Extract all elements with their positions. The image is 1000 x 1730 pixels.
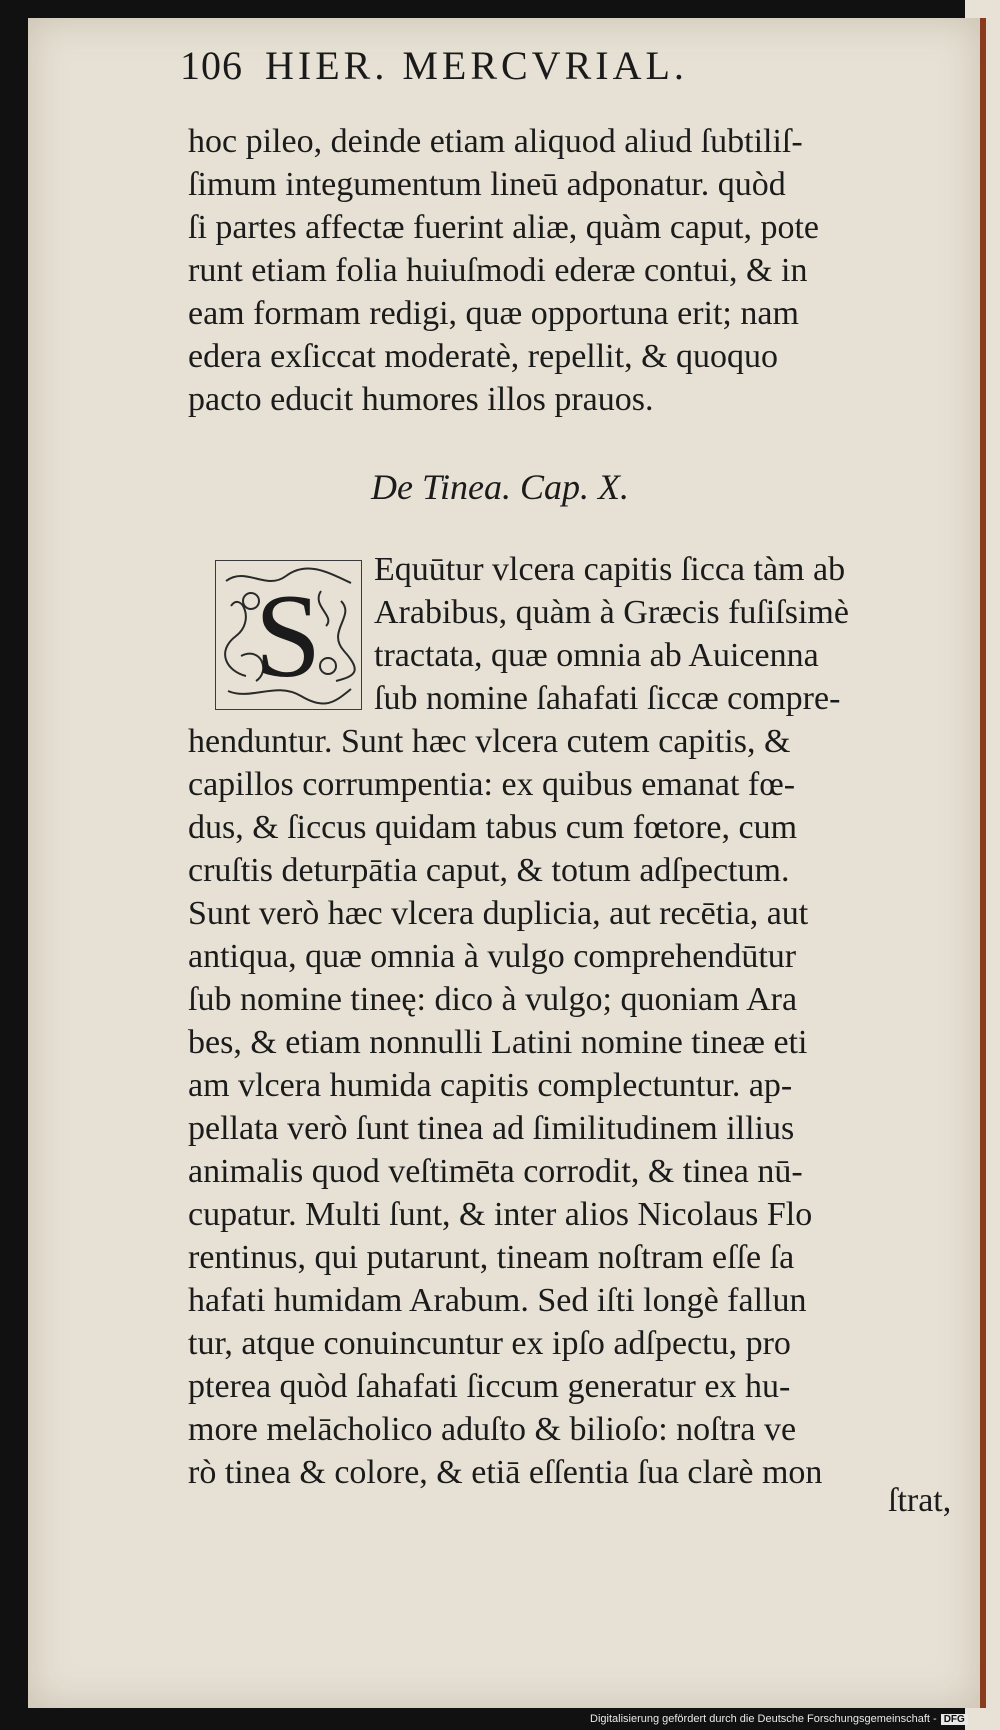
text-line: Equūtur vlcera capitis ſicca tàm ab bbox=[374, 551, 846, 588]
text-line: capillos corrumpentia: ex quibus emanat fœ- bbox=[188, 766, 796, 803]
text-line: am vlcera humida capitis complectuntur. ap- bbox=[188, 1067, 793, 1104]
text-line: runt etiam folia huiuſmodi ederæ contui, & in bbox=[188, 252, 808, 289]
text-line: dus, & ſiccus quidam tabus cum fœtore, cum bbox=[188, 809, 798, 846]
text-line: bes, & etiam nonnulli Latini nomine tineæ eti bbox=[188, 1024, 808, 1061]
text-line: Sunt verò hæc vlcera duplicia, aut recētia, aut bbox=[188, 895, 809, 932]
running-header bbox=[180, 42, 688, 89]
text-line: hoc pileo, deinde etiam aliquod aliud ſubtiliſ- bbox=[188, 123, 803, 160]
text-line: tur, atque conuincuntur ex ipſo adſpectu, pro bbox=[188, 1325, 791, 1362]
text-line: ſub nomine tineę: dico à vulgo; quoniam Ara bbox=[188, 981, 798, 1018]
drop-cap-letter: S bbox=[254, 569, 322, 702]
credit-text: Digitalisierung gefördert durch die Deutsche Forschungsgemeinschaft - bbox=[590, 1713, 937, 1725]
text-line: Arabibus, quàm à Græcis fuſiſsimè bbox=[374, 594, 849, 631]
text-line: pellata verò ſunt tinea ad ſimilitudinem illius bbox=[188, 1110, 795, 1147]
text-line: hafati humidam Arabum. Sed iſti longè fallun bbox=[188, 1282, 807, 1319]
text-line: edera exſiccat moderatè, repellit, & quoquo bbox=[188, 338, 779, 375]
text-line: ſimum integumentum lineū adponatur. quòd bbox=[188, 166, 786, 203]
running-title: HIER. MERCVRIAL. bbox=[265, 43, 688, 88]
paragraph-1 bbox=[188, 120, 956, 421]
text-line: rentinus, qui putarunt, tineam noſtram eſſe ſa bbox=[188, 1239, 795, 1276]
text-line: pacto educit humores illos prauos. bbox=[188, 381, 654, 418]
text-line: henduntur. Sunt hæc vlcera cutem capitis, & bbox=[188, 723, 791, 760]
paragraph-2 bbox=[188, 548, 956, 1494]
text-line: eam formam redigi, quæ opportuna erit; nam bbox=[188, 295, 799, 332]
text-line: animalis quod veſtimēta corrodit, & tinea nū- bbox=[188, 1153, 803, 1190]
text-line: more melācholico aduſto & bilioſo: noſtra ve bbox=[188, 1411, 797, 1448]
text-line: ſi partes affectæ fuerint aliæ, quàm caput, pote bbox=[188, 209, 819, 246]
text-line: pterea quòd ſahafati ſiccum generatur ex hu- bbox=[188, 1368, 791, 1405]
text-line: ſub nomine ſahafati ſiccæ compre- bbox=[374, 680, 841, 717]
page-number: 106 bbox=[180, 43, 243, 88]
text-line: antiqua, quæ omnia à vulgo comprehendūtur bbox=[188, 938, 797, 975]
text-line: cupatur. Multi ſunt, & inter alios Nicolaus Flo bbox=[188, 1196, 813, 1233]
text-line: rò tinea & colore, & etiā eſſentia ſua clarè mon bbox=[188, 1454, 823, 1491]
text-line: tractata, quæ omnia ab Auicenna bbox=[374, 637, 819, 674]
text-line: cruſtis deturpātia caput, & totum adſpectum. bbox=[188, 852, 790, 889]
chapter-heading: De Tinea. Cap. X. bbox=[371, 467, 629, 507]
dfg-logo: DFG bbox=[941, 1714, 968, 1725]
digitization-credit bbox=[590, 1713, 968, 1725]
catchword: ſtrat, bbox=[888, 1482, 952, 1519]
